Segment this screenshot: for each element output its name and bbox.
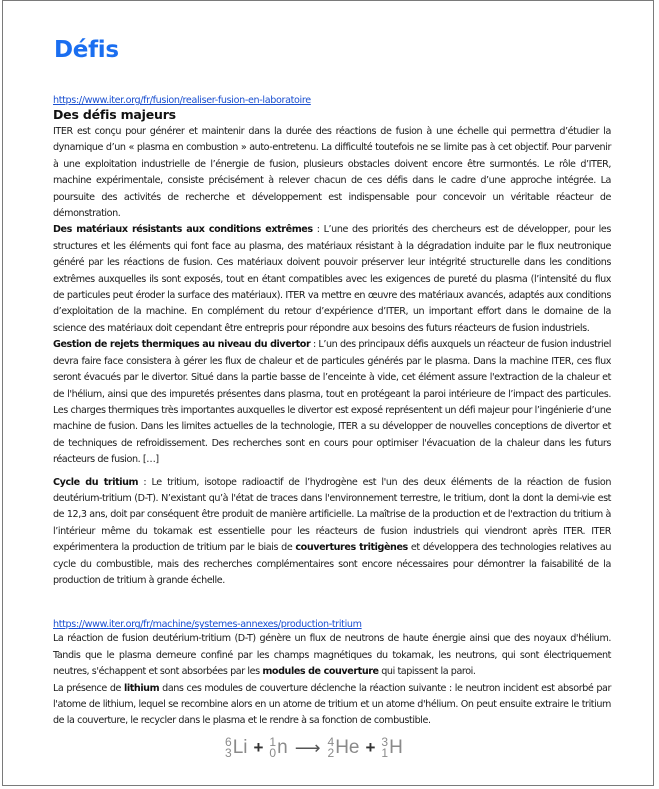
intro-paragraph: ITER est conçu pour générer et maintenir dans la durée des réactions de fusion à une échelle qui permettra d’étudier la dynamique d’un « plasma en combustion » auto-entretenu. La difficulté toutefois ne se limite pas à cet objectif. Pour parvenir à une exploitation industrielle de l’énergie de fusion, plusieurs obstacles doivent encore être surmontés. Le rôle d’ITER, machine expérimentale, consiste précisément à relever chacun de ces défis dans le cadre d’une approche intégrée. La poursuite des activités de recherche et développement est indispensable pour concevoir un véritable réacteur de démonstration.	[53, 126, 611, 220]
mass-number: 6	[225, 735, 232, 749]
lithium-text-after: dans ces modules de couverture déclenche la réaction suivante : le neutron incident est absorbé par l'atome de lithium, lequel se recombine alors en un atome de tritium et un atome d'hélium. On peut ensuite extraire le tritium de la couverture, le recycler dans le plasma et le rendre à sa fonction de combustible.	[53, 682, 612, 727]
dt-reaction-paragraph	[53, 631, 611, 680]
divertor-label: Gestion de rejets thermiques au niveau du divertor	[53, 339, 311, 351]
mass-number: 3	[381, 735, 389, 749]
element-symbol: He	[335, 737, 360, 758]
atomic-number: 3	[225, 746, 232, 760]
tritium-label: Cycle du tritium	[53, 476, 139, 488]
plus-sign: +	[365, 738, 376, 757]
page-title: Défis	[54, 37, 119, 63]
reaction-arrow-icon: ⟶	[294, 737, 321, 758]
nuclear-reaction-equation	[225, 737, 403, 759]
nuclide-lithium-6	[225, 737, 247, 759]
nuclide-tritium	[381, 737, 402, 759]
tritium-text-after: et développera des technologies relatives au cycle du combustible, mais des recherches complémentaires sont encore nécessaires pour démontrer la faisabilité de la production de tritium à grande échelle.	[53, 542, 611, 586]
divertor-text: : L’un des principaux défis auxquels un réacteur de fusion industriel devra faire face consistera à gérer les flux de chaleur et de particules générés par le plasma. Dans la machine ITER, ces flux seront évacués par le divertor. Situé dans la partie basse de l’enceinte à vide, cet élément assure l'extraction de la chaleur et de l'hélium, ainsi que des impuretés présentes dans plasma, tout en protégeant la paroi intérieure de l’impact des particules. Les charges thermiques très importantes auxquelles le divertor est exposé représentent un défi majeur pour l’ingénierie d’une machine de fusion. Dans les limites actuelles de la technologie, ITER a su développer de nouvelles conceptions de divertor et de techniques de refroidissement. Des recherches sont en cours pour optimiser l'évacuation de la chaleur dans les futurs réacteurs de fusion. […]	[53, 339, 611, 466]
mass-number: 4	[327, 735, 335, 749]
source-link-tritium-production[interactable]: https://www.iter.org/fr/machine/systemes-annexes/production-tritium	[53, 619, 362, 631]
atomic-number: 2	[327, 746, 335, 760]
lithium-text-before: La présence de	[53, 682, 124, 694]
tritium-text-before: : Le tritium, isotope radioactif de l’hydrogène est l'un des deux éléments de la réaction de fusion deutérium-tritium (D-T). N’existant qu’à l'état de traces dans l'environnement terrestre, le tritium, dont la dont la demi-vie est de 12,3 ans, doit par conséquent être produit de manière artificielle. La maîtrise de la production et de l'extraction du tritium à l’intérieur même du tokamak est essentielle pour les réacteurs de fusion industriels qui viendront après ITER. ITER expérimentera la production de tritium par le biais de	[53, 476, 611, 554]
tritium-bold-term: couvertures tritigènes	[295, 542, 408, 554]
divertor-paragraph	[53, 337, 611, 468]
materials-paragraph	[53, 222, 611, 337]
spacer	[53, 589, 611, 619]
element-symbol: n	[277, 737, 288, 758]
lithium-term: lithium	[124, 682, 160, 694]
section-heading-defis-majeurs: Des défis majeurs	[53, 107, 176, 122]
mass-number: 1	[269, 735, 277, 749]
element-symbol: H	[389, 737, 403, 758]
element-symbol: Li	[232, 737, 248, 758]
atomic-number: 1	[381, 746, 389, 760]
atomic-number: 0	[269, 746, 277, 760]
nuclide-helium-4	[328, 737, 360, 759]
document-page	[2, 0, 654, 786]
materials-label: Des matériaux résistants aux conditions extrêmes	[53, 224, 313, 236]
dt-text-before: La réaction de fusion deutérium-tritium (D-T) génère un flux de neutrons de haute énergie ainsi que des noyaux d'hélium. Tandis que le plasma demeure confiné par les champs magnétiques du tokamak, les neutrons, qui sont électriquement neutres, s'échappent et sont absorbées par les	[53, 633, 611, 678]
dt-text-after: qui tapissent la paroi.	[378, 666, 476, 678]
modules-couverture-term: modules de couverture	[262, 666, 379, 678]
source-link-fusion[interactable]: https://www.iter.org/fr/fusion/realiser-fusion-en-laboratoire	[53, 95, 311, 106]
tritium-paragraph	[53, 475, 611, 590]
nuclide-neutron	[269, 737, 287, 759]
lithium-paragraph	[53, 681, 611, 730]
document-content	[53, 31, 611, 730]
materials-text: : L’une des priorités des chercheurs est de développer, pour les structures et les éléments qui font face au plasma, des matériaux résistant à la dégradation induite par le flux neutronique généré par les réactions de fusion. Ces matériaux doivent pouvoir préserver leur intégrité structurelle dans les conditions extrêmes auxquelles ils sont exposés, tout en étant compatibles avec les exigences de pureté du plasma (l’intensité du flux de particules peut éroder la surface des matériaux). ITER va mettre en œuvre des matériaux avancés, adaptés aux conditions d’exploitation de la machine. En complément du retour d’expérience d’ITER, un important effort dans le domaine de la science des matériaux doit cependant être entrepris pour répondre aux besoins des futurs réacteurs de fusion industriels.	[53, 224, 611, 334]
plus-sign: +	[253, 738, 264, 757]
